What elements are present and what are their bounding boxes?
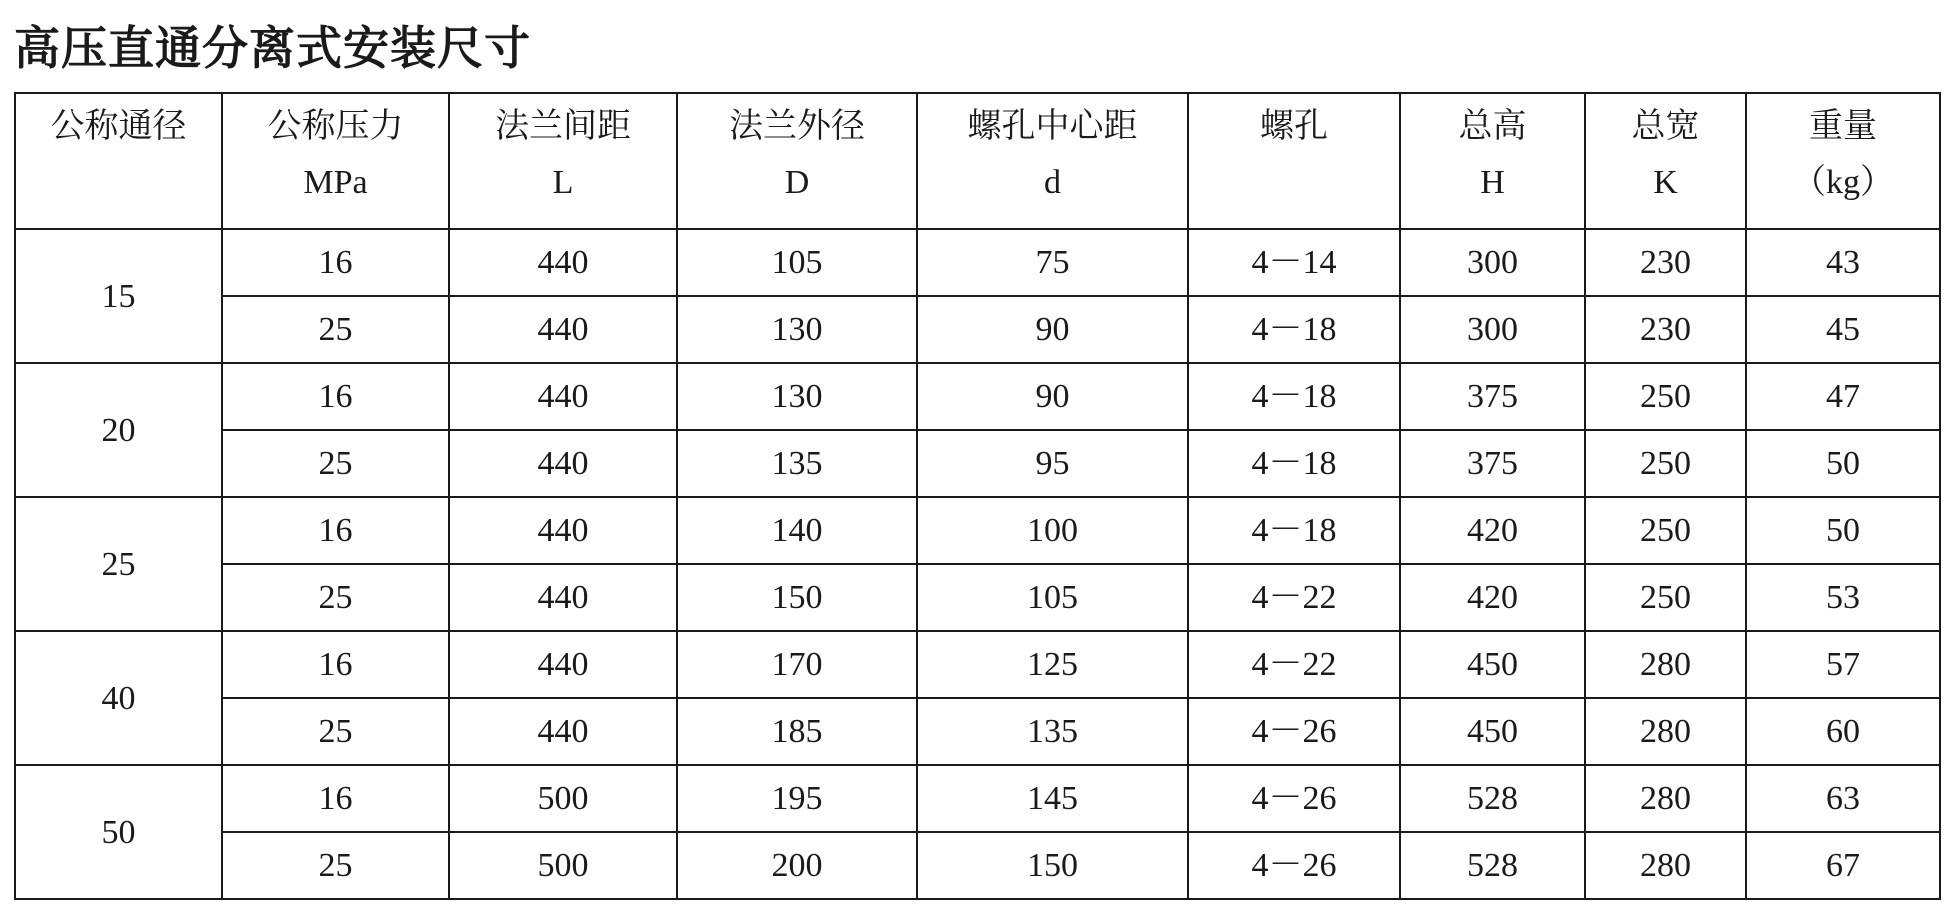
header-unit: MPa (303, 164, 368, 201)
cell-nominal-diameter: 15 (15, 229, 222, 363)
cell-total-width: 250 (1585, 564, 1746, 631)
header-label: 螺孔 (1260, 106, 1328, 146)
cell-bolt-holes: 4－22 (1188, 631, 1400, 698)
cell-flange-spacing: 440 (449, 698, 677, 765)
header-weight (1746, 93, 1940, 229)
cell-flange-outer-diameter: 130 (677, 363, 917, 430)
cell-bolt-circle: 75 (917, 229, 1188, 296)
cell-flange-outer-diameter: 135 (677, 430, 917, 497)
cell-bolt-circle: 90 (917, 363, 1188, 430)
cell-flange-outer-diameter: 150 (677, 564, 917, 631)
table-row (15, 296, 1940, 363)
cell-total-height: 300 (1400, 229, 1585, 296)
header-flange-outer-diameter (677, 93, 917, 229)
cell-total-height: 375 (1400, 363, 1585, 430)
cell-flange-spacing: 440 (449, 229, 677, 296)
cell-weight: 50 (1746, 430, 1940, 497)
header-flange-spacing (449, 93, 677, 229)
table-row (15, 698, 1940, 765)
table-row (15, 564, 1940, 631)
cell-total-height: 420 (1400, 497, 1585, 564)
table-body (15, 229, 1940, 899)
cell-total-height: 420 (1400, 564, 1585, 631)
cell-flange-spacing: 440 (449, 497, 677, 564)
header-label: 公称压力 (267, 106, 404, 146)
cell-bolt-holes: 4－22 (1188, 564, 1400, 631)
header-label: 总高 (1458, 106, 1527, 146)
header-unit: K (1653, 164, 1678, 201)
table-row (15, 497, 1940, 564)
cell-total-width: 280 (1585, 832, 1746, 899)
cell-flange-outer-diameter: 200 (677, 832, 917, 899)
cell-bolt-circle: 105 (917, 564, 1188, 631)
cell-flange-outer-diameter: 185 (677, 698, 917, 765)
cell-total-height: 450 (1400, 631, 1585, 698)
cell-total-width: 230 (1585, 296, 1746, 363)
header-unit: d (1044, 164, 1061, 201)
header-unit: D (784, 164, 810, 201)
header-label: 螺孔中心距 (967, 106, 1138, 146)
cell-nominal-diameter: 50 (15, 765, 222, 899)
cell-pressure: 16 (222, 229, 449, 296)
header-unit: （kg） (1792, 164, 1894, 201)
cell-bolt-holes: 4－14 (1188, 229, 1400, 296)
table-row (15, 765, 1940, 832)
cell-pressure: 25 (222, 296, 449, 363)
header-unit (16, 152, 221, 214)
cell-weight: 43 (1746, 229, 1940, 296)
header-total-height (1400, 93, 1585, 229)
cell-flange-spacing: 440 (449, 363, 677, 430)
cell-flange-spacing: 440 (449, 631, 677, 698)
cell-weight: 50 (1746, 497, 1940, 564)
cell-bolt-holes: 4－18 (1188, 296, 1400, 363)
cell-pressure: 16 (222, 363, 449, 430)
cell-total-width: 280 (1585, 765, 1746, 832)
cell-weight: 60 (1746, 698, 1940, 765)
cell-weight: 67 (1746, 832, 1940, 899)
cell-bolt-circle: 100 (917, 497, 1188, 564)
cell-total-height: 450 (1400, 698, 1585, 765)
installation-dimensions-table (14, 92, 1941, 900)
cell-pressure: 25 (222, 430, 449, 497)
header-nominal-diameter (15, 93, 222, 229)
header-unit (1189, 152, 1399, 214)
cell-flange-outer-diameter: 140 (677, 497, 917, 564)
cell-total-height: 300 (1400, 296, 1585, 363)
cell-flange-outer-diameter: 105 (677, 229, 917, 296)
header-unit: L (552, 164, 574, 201)
cell-flange-spacing: 440 (449, 296, 677, 363)
cell-nominal-diameter: 40 (15, 631, 222, 765)
cell-total-height: 528 (1400, 832, 1585, 899)
cell-flange-spacing: 440 (449, 430, 677, 497)
header-unit: H (1480, 164, 1505, 201)
cell-flange-outer-diameter: 130 (677, 296, 917, 363)
cell-pressure: 25 (222, 832, 449, 899)
cell-bolt-circle: 90 (917, 296, 1188, 363)
cell-bolt-holes: 4－26 (1188, 698, 1400, 765)
cell-bolt-circle: 125 (917, 631, 1188, 698)
cell-total-width: 250 (1585, 430, 1746, 497)
cell-nominal-diameter: 20 (15, 363, 222, 497)
header-bolt-circle (917, 93, 1188, 229)
cell-flange-outer-diameter: 195 (677, 765, 917, 832)
cell-pressure: 25 (222, 698, 449, 765)
cell-flange-spacing: 500 (449, 765, 677, 832)
cell-bolt-holes: 4－18 (1188, 363, 1400, 430)
cell-total-width: 280 (1585, 698, 1746, 765)
table-row (15, 363, 1940, 430)
cell-bolt-holes: 4－26 (1188, 765, 1400, 832)
header-label: 法兰外径 (729, 106, 865, 146)
header-label: 重量 (1809, 106, 1877, 146)
cell-pressure: 16 (222, 765, 449, 832)
cell-total-width: 280 (1585, 631, 1746, 698)
header-nominal-pressure (222, 93, 449, 229)
cell-pressure: 16 (222, 631, 449, 698)
cell-pressure: 16 (222, 497, 449, 564)
cell-weight: 57 (1746, 631, 1940, 698)
cell-flange-spacing: 500 (449, 832, 677, 899)
cell-bolt-holes: 4－26 (1188, 832, 1400, 899)
table-row (15, 832, 1940, 899)
cell-weight: 45 (1746, 296, 1940, 363)
table-row (15, 430, 1940, 497)
header-total-width (1585, 93, 1746, 229)
cell-pressure: 25 (222, 564, 449, 631)
cell-total-width: 250 (1585, 497, 1746, 564)
cell-total-height: 375 (1400, 430, 1585, 497)
cell-nominal-diameter: 25 (15, 497, 222, 631)
header-label: 法兰间距 (495, 106, 631, 146)
header-label: 公称通径 (50, 106, 187, 146)
cell-bolt-circle: 145 (917, 765, 1188, 832)
cell-total-width: 230 (1585, 229, 1746, 296)
header-bolt-holes (1188, 93, 1400, 229)
cell-total-width: 250 (1585, 363, 1746, 430)
cell-bolt-holes: 4－18 (1188, 430, 1400, 497)
table-row (15, 229, 1940, 296)
header-label: 总宽 (1631, 106, 1700, 146)
document-title: 高压直通分离式安装尺寸 (14, 21, 531, 75)
cell-flange-spacing: 440 (449, 564, 677, 631)
cell-weight: 53 (1746, 564, 1940, 631)
cell-weight: 63 (1746, 765, 1940, 832)
cell-bolt-circle: 150 (917, 832, 1188, 899)
cell-weight: 47 (1746, 363, 1940, 430)
table-header (15, 93, 1940, 229)
cell-bolt-circle: 95 (917, 430, 1188, 497)
cell-bolt-holes: 4－18 (1188, 497, 1400, 564)
cell-flange-outer-diameter: 170 (677, 631, 917, 698)
cell-bolt-circle: 135 (917, 698, 1188, 765)
cell-total-height: 528 (1400, 765, 1585, 832)
table-row (15, 631, 1940, 698)
header-row (15, 93, 1940, 229)
